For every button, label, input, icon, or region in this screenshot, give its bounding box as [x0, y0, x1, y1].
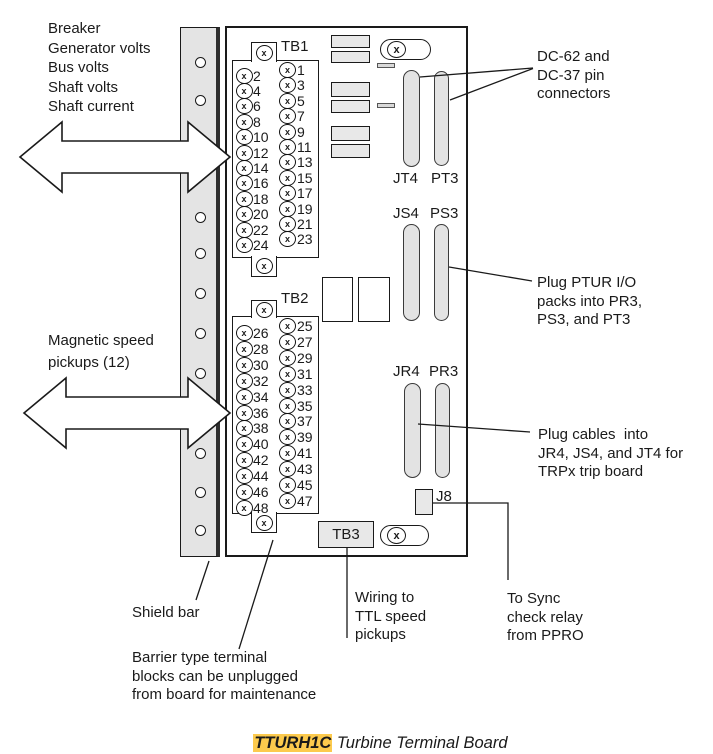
connector-jt4-label: JT4: [393, 170, 419, 187]
terminal-circle: x: [236, 175, 253, 191]
terminal-number: 44: [253, 468, 269, 485]
sync-relay-note: [507, 590, 584, 646]
terminal-number: 42: [253, 452, 269, 469]
terminal-number: 18: [253, 190, 269, 207]
terminal-circle: x: [279, 413, 296, 429]
ptur-line: PS3, and PT3: [537, 311, 631, 328]
terminal-number: 36: [253, 404, 269, 421]
cables-line: JR4, JS4, and JT4 for: [538, 444, 684, 462]
connector-ps3: [434, 224, 449, 321]
terminal-circle: x: [236, 420, 253, 436]
terminal-number: 26: [253, 325, 269, 341]
cables-line: TRPx trip board: [538, 463, 644, 480]
shield-bar-note: Shield bar: [132, 604, 200, 621]
terminal-number: 8: [253, 113, 261, 130]
terminal-circle: x: [279, 62, 296, 78]
component-square-1: [322, 277, 353, 322]
terminal-number: 39: [297, 429, 313, 446]
terminal-circle: x: [279, 445, 296, 461]
barrier-line: blocks can be unplugged: [132, 667, 298, 685]
connector-pt3: [434, 71, 449, 166]
terminal-circle: x: [279, 216, 296, 232]
magnetic-line: Magnetic speed: [48, 332, 154, 349]
terminal-number: 40: [253, 436, 269, 453]
magnetic-line: pickups (12): [48, 354, 130, 371]
tb3-label: TB3: [332, 526, 360, 543]
terminal-circle: x: [256, 302, 273, 318]
terminal-number: 20: [253, 206, 269, 223]
jumper-dash-1: [377, 63, 395, 68]
plug-cables-note: [538, 426, 683, 482]
terminal-number: 21: [297, 216, 313, 232]
terminal-number: 12: [253, 144, 269, 161]
terminal-circle: x: [279, 77, 296, 93]
terminal-circle: x: [279, 170, 296, 186]
shield-bar-hole: [195, 525, 206, 536]
terminal-number: 15: [297, 169, 313, 186]
barrier-note: [132, 649, 316, 705]
shield-bar-hole: [195, 248, 206, 259]
connector-jr4-label: JR4: [393, 363, 420, 380]
terminal-circle: x: [279, 231, 296, 247]
sync-line: To Sync: [507, 590, 561, 607]
connector-ps3-label: PS3: [430, 205, 459, 222]
terminal-circle: x: [279, 108, 296, 124]
terminal-circle: x: [236, 452, 253, 468]
connector-js4-label: JS4: [393, 205, 419, 222]
ptur-line: Plug PTUR I/O: [537, 274, 637, 291]
shield-bar-hole: [195, 212, 206, 223]
terminal-number: 24: [253, 236, 269, 253]
jumper-divider: [331, 47, 370, 52]
terminal-circle: x: [279, 154, 296, 170]
terminal-circle: x: [279, 124, 296, 140]
leader-shield-bar: [196, 561, 209, 600]
terminal-circle: x: [256, 258, 273, 274]
terminal-number: 23: [297, 231, 313, 248]
jumper-divider: [331, 96, 370, 101]
terminal-circle: x: [236, 484, 253, 500]
terminal-circle: x: [279, 429, 296, 445]
shield-bar-hole: [195, 57, 206, 68]
terminal-number: 27: [297, 333, 313, 350]
terminal-number: 38: [253, 420, 269, 437]
terminal-circle: x: [236, 145, 253, 161]
signal-line: Breaker: [48, 20, 101, 37]
terminal-number: 22: [253, 221, 269, 238]
terminal-number: 14: [253, 159, 269, 176]
terminal-circle: x: [236, 341, 253, 357]
connector-pr3: [435, 383, 450, 478]
connector-jr4: [404, 383, 421, 478]
terminal-circle: x: [236, 373, 253, 389]
terminal-number: 2: [253, 67, 261, 84]
terminal-circle: x: [279, 477, 296, 493]
signal-list-note: [48, 19, 151, 117]
shield-bar-hole: [195, 487, 206, 498]
shield-bar-hole: [195, 328, 206, 339]
wiring-line: Wiring to: [355, 589, 415, 606]
terminal-number: 28: [253, 340, 269, 357]
cables-line: Plug cables into: [538, 426, 649, 443]
terminal-circle: x: [279, 350, 296, 366]
terminal-circle: x: [236, 389, 253, 405]
connector-j8: [415, 489, 433, 515]
terminal-circle: x: [279, 398, 296, 414]
terminal-circle: x: [236, 222, 253, 238]
connector-js4: [403, 224, 420, 321]
terminal-number: 46: [253, 484, 269, 500]
terminal-circle: x: [236, 191, 253, 207]
terminal-number: 5: [297, 92, 305, 109]
magnetic-pickups-note: [48, 330, 154, 374]
tb2-label: TB2: [281, 290, 309, 307]
connector-pr3-label: PR3: [429, 363, 459, 380]
connector-jt4: [403, 70, 420, 167]
mounting-terminal-bottom: x: [387, 527, 406, 544]
terminal-circle: x: [236, 436, 253, 452]
terminal-number: 25: [297, 318, 313, 334]
terminal-circle: x: [236, 237, 253, 253]
connector-j8-label: J8: [436, 488, 452, 505]
jumper-divider: [331, 140, 370, 145]
tb1-label: TB1: [281, 38, 309, 55]
figure-caption: [235, 715, 508, 754]
terminal-number: 47: [297, 492, 313, 509]
signal-line: Shaft current: [48, 98, 134, 115]
terminal-circle: x: [279, 139, 296, 155]
shield-bar-hole: [195, 288, 206, 299]
terminal-circle: x: [279, 493, 296, 509]
terminal-number: 9: [297, 123, 305, 140]
terminal-number: 48: [253, 499, 269, 516]
terminal-number: 32: [253, 372, 269, 389]
jumper-block-2: [331, 82, 370, 113]
terminal-number: 10: [253, 129, 269, 146]
terminal-circle: x: [279, 185, 296, 201]
shield-bar-hole: [195, 95, 206, 106]
terminal-circle: x: [236, 83, 253, 99]
terminal-circle: x: [236, 325, 253, 341]
terminal-number: 7: [297, 108, 305, 125]
terminal-number: 19: [297, 200, 313, 217]
terminal-number: 1: [297, 62, 305, 78]
terminal-circle: x: [236, 206, 253, 222]
mounting-terminal-top: x: [387, 41, 406, 58]
caption-rest: Turbine Terminal Board: [332, 734, 508, 752]
terminal-circle: x: [236, 160, 253, 176]
shield-bar-hole: [195, 368, 206, 379]
terminal-circle: x: [279, 201, 296, 217]
wiring-line: pickups: [355, 626, 406, 643]
terminal-circle: x: [236, 468, 253, 484]
terminal-circle: x: [236, 68, 253, 84]
terminal-number: 35: [297, 397, 313, 414]
terminal-number: 43: [297, 461, 313, 478]
terminal-number: 37: [297, 413, 313, 430]
dc-connectors-note: [537, 48, 610, 104]
component-square-2: [358, 277, 390, 322]
terminal-circle: x: [279, 93, 296, 109]
wiring-line: TTL speed: [355, 607, 427, 625]
ptur-packs-note: [537, 274, 642, 330]
terminal-number: 16: [253, 175, 269, 192]
shield-bar-hole: [195, 448, 206, 459]
terminal-circle: x: [256, 515, 273, 531]
dc-line: connectors: [537, 85, 611, 102]
terminal-circle: x: [279, 382, 296, 398]
terminal-number: 4: [253, 82, 261, 99]
terminal-number: 45: [297, 477, 313, 493]
signal-line: Shaft volts: [48, 78, 119, 96]
terminal-circle: x: [236, 114, 253, 130]
jumper-block-1: [331, 35, 370, 63]
terminal-circle: x: [236, 405, 253, 421]
terminal-circle: x: [256, 45, 273, 61]
sync-line: from PPRO: [507, 627, 584, 644]
terminal-circle: x: [279, 334, 296, 350]
barrier-line: Barrier type terminal: [132, 649, 268, 666]
terminal-number: 41: [297, 445, 313, 462]
terminal-number: 11: [297, 139, 312, 155]
terminal-circle: x: [236, 129, 253, 145]
terminal-number: 34: [253, 388, 269, 405]
jumper-dash-2: [377, 103, 395, 108]
signal-line: Generator volts: [48, 39, 151, 57]
terminal-circle: x: [236, 357, 253, 373]
terminal-number: 3: [297, 77, 305, 94]
wiring-ttl-note: [355, 589, 426, 645]
sync-line: check relay: [507, 608, 583, 626]
caption-highlight: TTURH1C: [254, 734, 332, 752]
connector-pt3-label: PT3: [431, 170, 459, 187]
terminal-number: 29: [297, 349, 313, 366]
terminal-circle: x: [236, 98, 253, 114]
terminal-number: 33: [297, 381, 313, 398]
barrier-line: from board for maintenance: [132, 686, 317, 703]
dc-line: DC-37 pin: [537, 66, 605, 84]
terminal-number: 17: [297, 185, 313, 202]
tb3-block: [318, 521, 374, 548]
terminal-number: 31: [297, 365, 313, 382]
terminal-circle: x: [279, 366, 296, 382]
terminal-circle: x: [279, 318, 296, 334]
ptur-line: packs into PR3,: [537, 292, 643, 310]
jumper-block-3: [331, 126, 370, 158]
signal-line: Bus volts: [48, 59, 109, 76]
terminal-number: 13: [297, 154, 313, 171]
dc-line: DC-62 and: [537, 48, 610, 65]
terminal-circle: x: [279, 461, 296, 477]
terminal-number: 30: [253, 356, 269, 373]
terminal-circle: x: [236, 500, 253, 516]
terminal-number: 6: [253, 98, 261, 115]
